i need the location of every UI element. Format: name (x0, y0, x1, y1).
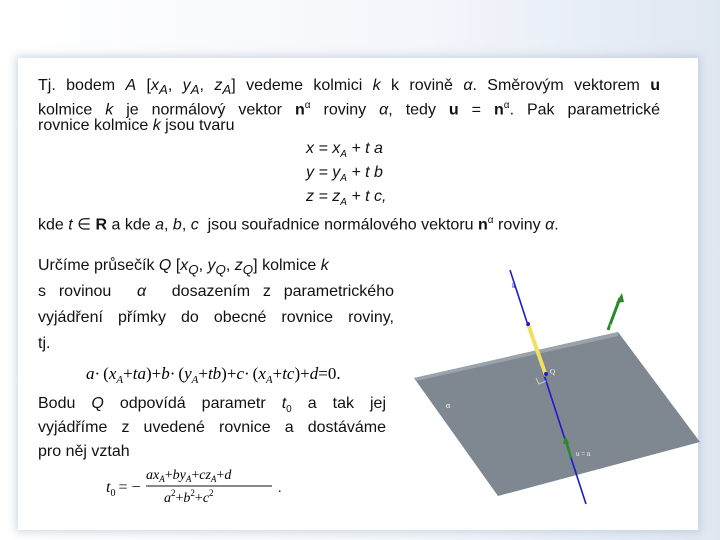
point-q (544, 372, 548, 376)
equation-x: $x = x_A + t$ a (306, 140, 383, 161)
paragraph-4-line-1: Bodu Q odpovídá parametr $t_0$ a tak jej (38, 395, 387, 416)
paragraph-1-line-3: rovnice kolmice k jsou tvaru (38, 117, 235, 134)
geometry-figure (400, 260, 700, 510)
paragraph-3-line-1: Určíme průsečík Q [$x_Q$, $y_Q$, $z_Q$] kolmice k (38, 257, 329, 278)
label-u-equals-n: u = n (576, 450, 591, 458)
paragraph-3-line-2: s rovinou α dosazením z parametrického (38, 283, 394, 300)
formula-substitution (86, 356, 386, 388)
formula-t0 (104, 462, 304, 510)
svg-text:a·(xA+ta)+b·(yA+tb)+c·(xA+tc)+: $a\cdot (x_A+ta)+b\cdot (y_A+tb)+c\cdot (x_A+tc)+d=0$. (86, 364, 341, 386)
arrowhead-n-icon (616, 293, 624, 303)
label-n: n (610, 322, 614, 330)
paragraph-1-line-1: Tj. bodem A [$x_A$, $y_A$, $z_A$] vedeme kolmici k k rovině α. Směrovým vektorem u (38, 77, 661, 98)
label-q: Q (550, 368, 556, 376)
paragraph-4-line-3: pro něj vztah (38, 443, 130, 460)
paragraph-4-line-2: vyjádříme z uvedené rovnice a dostáváme (38, 419, 386, 436)
svg-text:axA+byA+czA+d: $ax_A+by_A+cz_A+d$ (146, 468, 232, 484)
paragraph-3-line-4: tj. (38, 335, 51, 352)
equation-z: $z = z_A + t$ c, (306, 188, 387, 209)
svg-text:.: . (278, 481, 282, 496)
label-a: A (522, 318, 528, 326)
paragraph-1-line-2: kolmice k je normálový vektor $n^\alpha$ roviny α, tedy $u = n^\alpha$. Pak parametrické (38, 100, 661, 119)
svg-text:a2+b2+c2: $a^2+b^2+c^2$ (164, 488, 214, 506)
label-k: k (512, 282, 516, 290)
svg-text:t0= −: $t_0$ = − (106, 479, 141, 499)
paragraph-2: kde t ∈ R a kde a, b, c jsou souřadnice normálového vektoru $n^\alpha$ roviny α. (38, 215, 559, 234)
paragraph-3-line-3: vyjádření přímky do obecné rovnice roviny, (38, 309, 394, 326)
equation-y: $y = y_A + t$ b (306, 164, 383, 185)
label-alpha: α (446, 401, 451, 410)
